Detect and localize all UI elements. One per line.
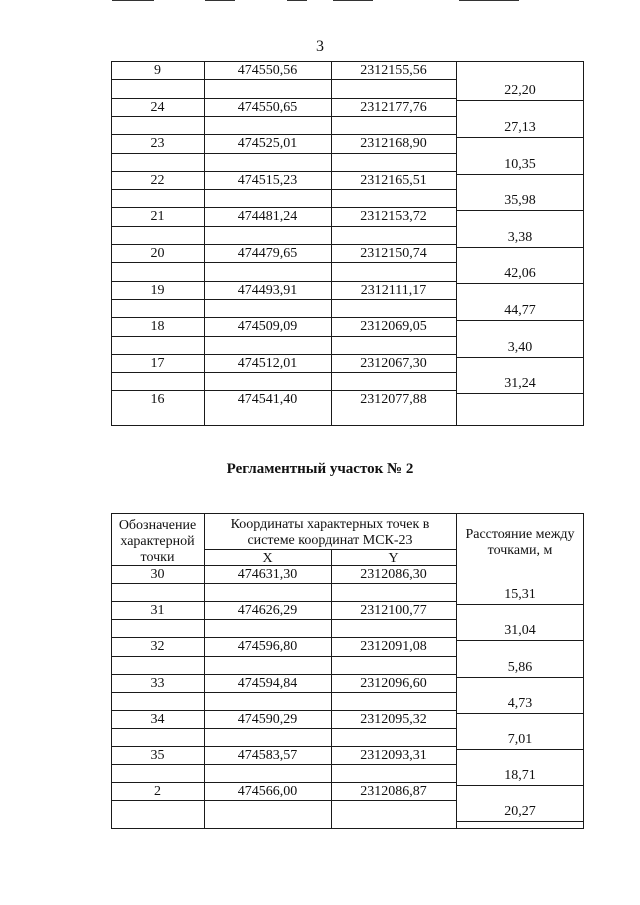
point-y: 2312165,51 xyxy=(360,172,427,188)
point-x: 474493,91 xyxy=(237,282,298,298)
point-id: 2 xyxy=(154,784,161,800)
distance-value: 10,35 xyxy=(504,156,536,172)
header-point-designation: Обозначение характерной точки xyxy=(118,518,197,565)
point-id: 33 xyxy=(150,675,165,691)
point-id: 24 xyxy=(150,99,165,115)
point-id: 19 xyxy=(150,282,165,298)
header-coordinates: Координаты характерных точек в системе координат МСК-23 xyxy=(230,517,430,548)
point-x: 474550,65 xyxy=(237,99,298,115)
point-y: 2312153,72 xyxy=(360,209,427,225)
distance-value: 27,13 xyxy=(504,119,536,135)
distance-value: 31,24 xyxy=(504,376,536,392)
point-x: 474541,40 xyxy=(237,392,298,408)
point-x: 474594,84 xyxy=(237,675,298,691)
point-y: 2312095,32 xyxy=(360,711,427,727)
header-distance: Расстояние между точками, м xyxy=(465,527,575,558)
page-number: 3 xyxy=(316,38,324,55)
distance-value: 3,38 xyxy=(507,229,533,245)
distance-value: 35,98 xyxy=(504,193,536,209)
point-x: 474590,29 xyxy=(237,711,298,727)
point-x: 474583,57 xyxy=(237,748,298,763)
point-y: 2312091,08 xyxy=(360,639,427,655)
point-id: 20 xyxy=(150,246,165,261)
point-y: 2312155,56 xyxy=(360,63,427,78)
top-scan-marks xyxy=(0,0,640,4)
point-x: 474550,56 xyxy=(237,63,298,78)
section-title: Регламентный участок № 2 xyxy=(226,461,414,477)
header-x: X xyxy=(262,551,273,566)
point-id: 21 xyxy=(150,209,165,225)
point-x: 474479,65 xyxy=(237,246,298,261)
distance-value: 22,20 xyxy=(504,83,536,99)
point-id: 17 xyxy=(150,355,165,371)
point-x: 474626,29 xyxy=(237,603,298,619)
point-x: 474481,24 xyxy=(237,209,298,225)
point-y: 2312100,77 xyxy=(360,603,427,619)
distance-value: 18,71 xyxy=(504,768,536,784)
point-x: 474596,80 xyxy=(237,639,298,655)
distance-value: 5,86 xyxy=(507,659,533,675)
point-y: 2312069,05 xyxy=(360,319,427,335)
point-y: 2312067,30 xyxy=(360,355,427,371)
distance-value: 44,77 xyxy=(504,302,536,318)
point-y: 2312093,31 xyxy=(360,748,427,763)
distance-value: 7,01 xyxy=(507,731,533,747)
point-x: 474512,01 xyxy=(237,355,298,371)
point-id: 35 xyxy=(150,748,165,763)
point-id: 23 xyxy=(150,136,165,152)
point-x: 474631,30 xyxy=(237,567,298,582)
header-y: Y xyxy=(388,551,399,566)
distance-value: 31,04 xyxy=(504,623,536,639)
point-id: 18 xyxy=(150,319,165,335)
point-id: 30 xyxy=(150,567,165,582)
point-id: 32 xyxy=(150,639,165,655)
distance-value: 4,73 xyxy=(507,695,533,711)
point-x: 474525,01 xyxy=(237,136,298,152)
point-y: 2312086,30 xyxy=(360,567,427,582)
point-y: 2312077,88 xyxy=(360,392,427,408)
point-id: 22 xyxy=(150,172,165,188)
point-x: 474509,09 xyxy=(237,319,298,335)
coordinates-table-1 xyxy=(111,61,584,426)
point-y: 2312111,17 xyxy=(360,282,427,298)
point-y: 2312086,87 xyxy=(360,784,427,800)
point-y: 2312168,90 xyxy=(360,136,427,152)
point-id: 16 xyxy=(150,392,165,408)
point-x: 474515,23 xyxy=(237,172,298,188)
distance-value: 42,06 xyxy=(504,266,536,282)
point-id: 31 xyxy=(150,603,165,619)
distance-value: 15,31 xyxy=(504,587,536,603)
distance-value: 3,40 xyxy=(507,339,533,355)
point-y: 2312150,74 xyxy=(360,246,427,261)
point-id: 34 xyxy=(150,711,165,727)
coordinates-table-2 xyxy=(111,513,584,829)
point-x: 474566,00 xyxy=(237,784,298,800)
distance-value: 20,27 xyxy=(504,804,536,820)
point-id: 9 xyxy=(154,63,161,78)
point-y: 2312177,76 xyxy=(360,99,427,115)
point-y: 2312096,60 xyxy=(360,675,427,691)
